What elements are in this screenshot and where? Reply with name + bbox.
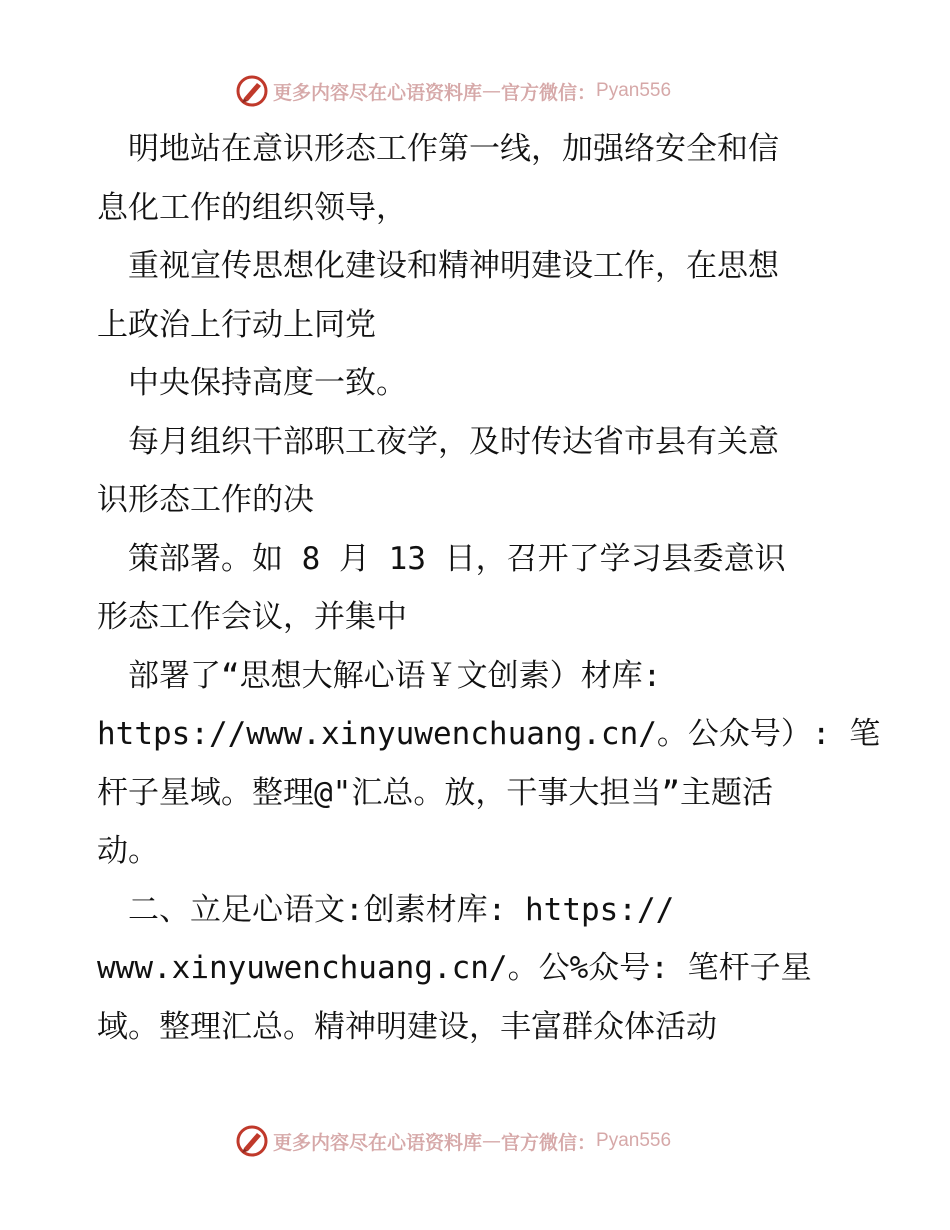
text-line: 形态工作会议，并集中 (97, 599, 407, 635)
pen-logo-icon (235, 1124, 269, 1158)
text-line: 二、立足心语文:创素材库: https:// (97, 891, 675, 928)
watermark-text: 更多内容尽在心语资料库 (273, 1131, 483, 1154)
watermark-wechat-label: 官方微信： (501, 81, 597, 104)
document-body (97, 120, 881, 1056)
text-line: 杆子星域。整理@"汇总。放，干事大担当”主题活 (97, 774, 773, 811)
text-line: 重视宣传思想化建设和精神明建设工作，在思想 (97, 248, 779, 284)
text-line: 部署了“思想大解心语￥文创素）材库: (97, 657, 662, 694)
watermark-wechat-id: Pyan556 (596, 1130, 672, 1151)
watermark-separator: — (482, 80, 502, 102)
footer-watermark (235, 1124, 671, 1158)
text-line: https://www.xinyuwenchuang.cn/。公众号）: 笔 (97, 716, 881, 752)
watermark-wechat-label: 官方微信： (501, 1131, 597, 1154)
watermark-text: 更多内容尽在心语资料库 (273, 81, 483, 104)
text-line: 策部署。如 8 月 13 日，召开了学习县委意识 (97, 540, 786, 577)
watermark-separator: — (482, 1130, 502, 1152)
text-line: 识形态工作的决 (97, 482, 314, 518)
text-line: 上政治上行动上同党 (97, 306, 376, 343)
watermark-wechat-id: Pyan556 (596, 80, 672, 101)
text-line: 中央保持高度一致。 (97, 365, 407, 401)
header-watermark (235, 74, 671, 108)
text-line: 域。整理汇总。精神明建设，丰富群众体活动 (97, 1008, 717, 1045)
text-line: 动。 (97, 833, 159, 869)
text-line: 每月组织干部职工夜学，及时传达省市县有关意 (97, 423, 779, 460)
text-line: www.xinyuwenchuang.cn/。公%众号: 笔杆子星 (97, 950, 812, 986)
pen-logo-icon (235, 74, 269, 108)
text-line: 明地站在意识形态工作第一线，加强络安全和信 (97, 131, 779, 167)
text-line: 息化工作的组织领导， (97, 189, 407, 226)
